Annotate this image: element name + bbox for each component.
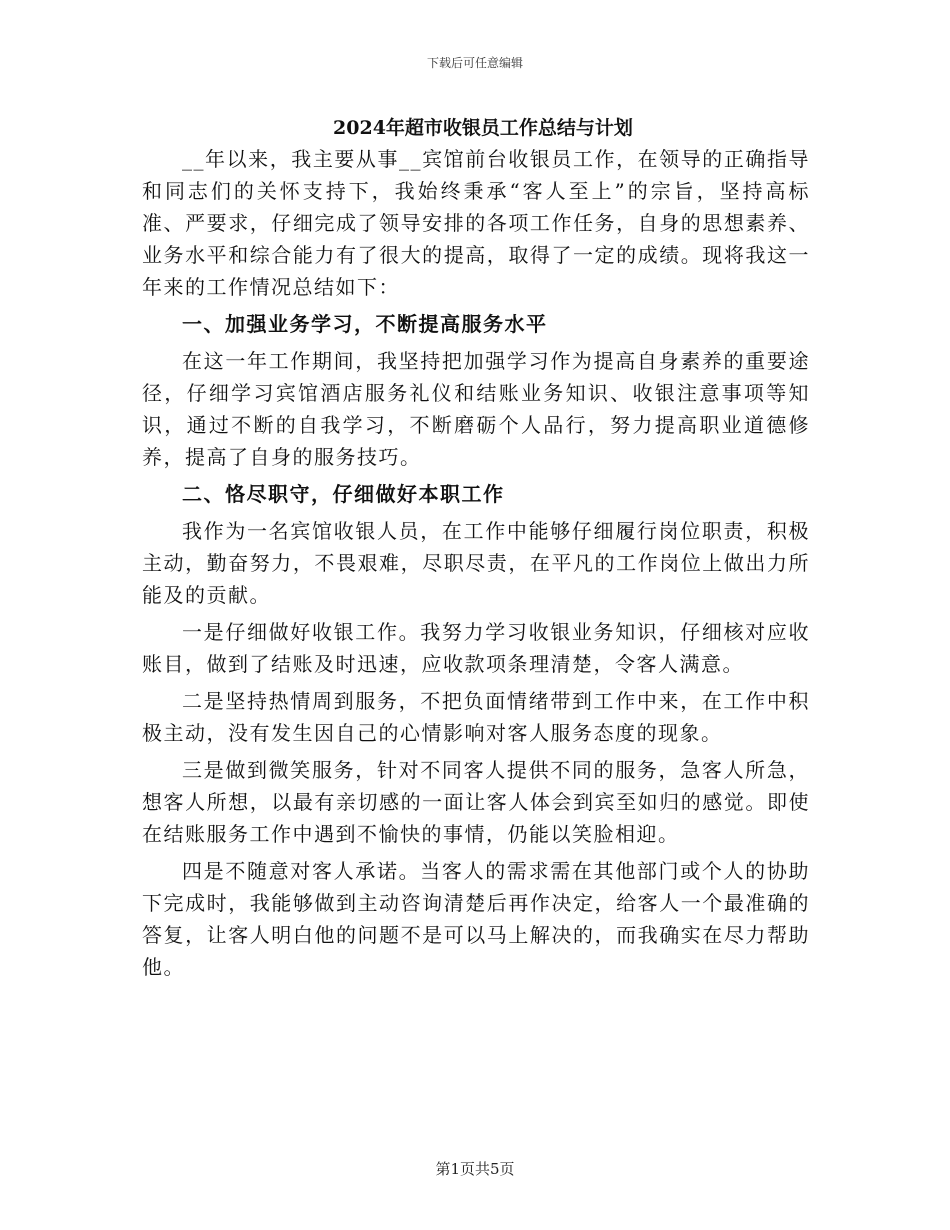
document-title: 2024年超市收银员工作总结与计划: [333, 117, 633, 139]
point-4-paragraph: 四是不随意对客人承诺。当客人的需求需在其他部门或个人的协助下完成时，我能够做到主动咨询清楚后再作决定，给客人一个最准确的答复，让客人明白他的问题不是可以马上解决的，而我确实在尽力帮助他。: [142, 859, 810, 979]
page-footer-number: 第1页共5页: [435, 1160, 515, 1178]
point-1-paragraph: 一是仔细做好收银工作。我努力学习收银业务知识，仔细核对应收账目，做到了结账及时迅速，应收款项条理清楚，令客人满意。: [142, 620, 810, 676]
document-body: [142, 113, 810, 983]
intro-paragraph: __年以来，我主要从事__宾馆前台收银员工作，在领导的正确指导和同志们的关怀支持下，我始终秉承“客人至上”的宗旨，坚持高标准、严要求，仔细完成了领导安排的各项工作任务，自身的思想素养、业务水平和综合能力有了很大的提高，取得了一定的成绩。现将我这一年来的工作情况总结如下：: [142, 147, 810, 299]
section-2-paragraph: 我作为一名宾馆收银人员，在工作中能够仔细履行岗位职责，积极主动，勤奋努力，不畏艰难，尽职尽责，在平凡的工作岗位上做出力所能及的贡献。: [142, 519, 810, 607]
section-1-heading: 一、加强业务学习，不断提高服务水平: [182, 312, 548, 336]
page-header-note: 下载后可任意编辑: [426, 56, 523, 70]
section-2-heading: 二、恪尽职守，仔细做好本职工作: [182, 482, 505, 506]
section-1-paragraph: 在这一年工作期间，我坚持把加强学习作为提高自身素养的重要途径，仔细学习宾馆酒店服务礼仪和结账业务知识、收银注意事项等知识，通过不断的自我学习，不断磨砺个人品行，努力提高职业道德修养，提高了自身的服务技巧。: [142, 349, 810, 469]
point-2-paragraph: 二是坚持热情周到服务，不把负面情绪带到工作中来，在工作中积极主动，没有发生因自己的心情影响对客人服务态度的现象。: [142, 689, 810, 745]
point-3-paragraph: 三是做到微笑服务，针对不同客人提供不同的服务，急客人所急，想客人所想，以最有亲切感的一面让客人体会到宾至如归的感觉。即使在结账服务工作中遇到不愉快的事情，仍能以笑脸相迎。: [142, 758, 810, 846]
